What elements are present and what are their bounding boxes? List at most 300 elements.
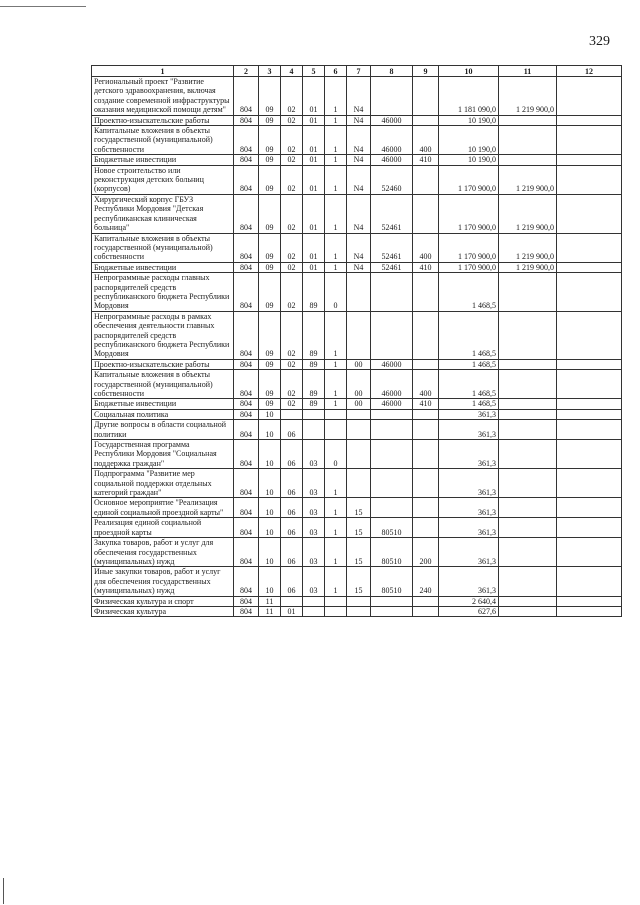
- table-row: [92, 233, 622, 262]
- cell-col-6: 1: [325, 311, 347, 359]
- cell-col-5: 01: [303, 194, 325, 233]
- cell-col-11: 1 219 900,0: [499, 194, 557, 233]
- cell-col-7: N4: [347, 262, 371, 272]
- cell-col-2: 804: [234, 77, 259, 116]
- cell-col-8: 46000: [371, 370, 413, 399]
- cell-col-7: N4: [347, 77, 371, 116]
- cell-col-8: 80510: [371, 538, 413, 567]
- cell-col-4: 06: [281, 567, 303, 596]
- cell-col-3: 09: [259, 262, 281, 272]
- cell-col-9: [413, 469, 439, 498]
- cell-col-12: [557, 311, 622, 359]
- cell-col-12: [557, 262, 622, 272]
- cell-col-5: 01: [303, 262, 325, 272]
- cell-col-3: 10: [259, 538, 281, 567]
- cell-col-5: 01: [303, 126, 325, 155]
- cell-col-7: 00: [347, 399, 371, 409]
- cell-col-5: 03: [303, 518, 325, 538]
- cell-col-7: [347, 606, 371, 616]
- cell-col-3: 09: [259, 77, 281, 116]
- cell-col-2: 804: [234, 273, 259, 312]
- table-row: [92, 155, 622, 165]
- cell-col-6: 1: [325, 359, 347, 369]
- cell-col-7: 15: [347, 518, 371, 538]
- cell-col-6: 1: [325, 399, 347, 409]
- cell-col-10: 361,3: [439, 440, 499, 469]
- row-name-cell: Закупка товаров, работ и услуг для обеспечения государственных (муниципальных) нужд: [92, 538, 234, 567]
- cell-col-3: 10: [259, 518, 281, 538]
- cell-col-9: 240: [413, 567, 439, 596]
- cell-col-10: 361,3: [439, 538, 499, 567]
- cell-col-6: [325, 409, 347, 419]
- cell-col-11: [499, 399, 557, 409]
- table-row: [92, 538, 622, 567]
- cell-col-3: 10: [259, 469, 281, 498]
- cell-col-11: [499, 567, 557, 596]
- cell-col-4: 06: [281, 538, 303, 567]
- table-row: [92, 596, 622, 606]
- row-name-cell: Региональный проект "Развитие детского здравоохранения, включая создание современной инфраструктуры оказания медицинской помощи детям": [92, 77, 234, 116]
- cell-col-4: [281, 409, 303, 419]
- cell-col-8: [371, 409, 413, 419]
- row-name-cell: Иные закупки товаров, работ и услуг для обеспечения государственных (муниципальных) нужд: [92, 567, 234, 596]
- cell-col-8: [371, 311, 413, 359]
- cell-col-6: 1: [325, 498, 347, 518]
- cell-col-3: 09: [259, 233, 281, 262]
- cell-col-10: 1 468,5: [439, 359, 499, 369]
- cell-col-12: [557, 194, 622, 233]
- cell-col-11: [499, 115, 557, 125]
- cell-col-6: 1: [325, 233, 347, 262]
- cell-col-4: 02: [281, 126, 303, 155]
- cell-col-10: 361,3: [439, 498, 499, 518]
- cell-col-5: 03: [303, 440, 325, 469]
- cell-col-11: 1 219 900,0: [499, 233, 557, 262]
- cell-col-12: [557, 567, 622, 596]
- cell-col-6: 1: [325, 262, 347, 272]
- cell-col-4: 02: [281, 370, 303, 399]
- cell-col-7: [347, 440, 371, 469]
- cell-col-6: 1: [325, 194, 347, 233]
- cell-col-12: [557, 409, 622, 419]
- table-row: [92, 311, 622, 359]
- cell-col-2: 804: [234, 399, 259, 409]
- row-name-cell: Другие вопросы в области социальной политики: [92, 420, 234, 440]
- cell-col-3: 11: [259, 606, 281, 616]
- cell-col-5: 01: [303, 115, 325, 125]
- cell-col-4: 02: [281, 359, 303, 369]
- cell-col-2: 804: [234, 262, 259, 272]
- cell-col-3: 09: [259, 115, 281, 125]
- cell-col-2: 804: [234, 440, 259, 469]
- cell-col-10: 361,3: [439, 409, 499, 419]
- cell-col-2: 804: [234, 233, 259, 262]
- column-header: 4: [281, 66, 303, 77]
- cell-col-6: [325, 420, 347, 440]
- row-name-cell: Капитальные вложения в объекты государственной (муниципальной) собственности: [92, 370, 234, 399]
- cell-col-4: 02: [281, 273, 303, 312]
- cell-col-12: [557, 126, 622, 155]
- cell-col-7: N4: [347, 194, 371, 233]
- cell-col-7: N4: [347, 155, 371, 165]
- cell-col-10: 1 170 900,0: [439, 233, 499, 262]
- cell-col-10: 361,3: [439, 420, 499, 440]
- cell-col-5: 03: [303, 567, 325, 596]
- cell-col-3: 09: [259, 165, 281, 194]
- cell-col-8: [371, 420, 413, 440]
- cell-col-12: [557, 115, 622, 125]
- cell-col-4: 02: [281, 311, 303, 359]
- cell-col-5: 89: [303, 311, 325, 359]
- cell-col-2: 804: [234, 469, 259, 498]
- cell-col-6: 0: [325, 440, 347, 469]
- table-row: [92, 273, 622, 312]
- cell-col-10: 2 640,4: [439, 596, 499, 606]
- cell-col-10: 1 181 090,0: [439, 77, 499, 116]
- cell-col-5: 03: [303, 538, 325, 567]
- cell-col-8: [371, 77, 413, 116]
- cell-col-7: N4: [347, 233, 371, 262]
- cell-col-6: 1: [325, 538, 347, 567]
- cell-col-4: 02: [281, 165, 303, 194]
- cell-col-9: 410: [413, 399, 439, 409]
- cell-col-2: 804: [234, 165, 259, 194]
- cell-col-12: [557, 518, 622, 538]
- cell-col-3: 10: [259, 420, 281, 440]
- cell-col-11: [499, 311, 557, 359]
- cell-col-12: [557, 399, 622, 409]
- cell-col-6: [325, 596, 347, 606]
- cell-col-9: [413, 440, 439, 469]
- cell-col-5: 03: [303, 469, 325, 498]
- cell-col-2: 804: [234, 359, 259, 369]
- cell-col-7: [347, 273, 371, 312]
- cell-col-8: 80510: [371, 567, 413, 596]
- column-header: 3: [259, 66, 281, 77]
- cell-col-5: 01: [303, 77, 325, 116]
- cell-col-11: [499, 370, 557, 399]
- cell-col-11: 1 219 900,0: [499, 165, 557, 194]
- cell-col-2: 804: [234, 420, 259, 440]
- row-name-cell: Проектно-изыскательские работы: [92, 359, 234, 369]
- cell-col-12: [557, 370, 622, 399]
- cell-col-5: 89: [303, 273, 325, 312]
- cell-col-9: [413, 359, 439, 369]
- table-row: [92, 370, 622, 399]
- cell-col-3: 09: [259, 273, 281, 312]
- cell-col-10: 1 468,5: [439, 399, 499, 409]
- column-header: 7: [347, 66, 371, 77]
- cell-col-8: 46000: [371, 126, 413, 155]
- cell-col-8: [371, 469, 413, 498]
- cell-col-6: 1: [325, 469, 347, 498]
- cell-col-4: 06: [281, 440, 303, 469]
- cell-col-4: 06: [281, 498, 303, 518]
- cell-col-9: [413, 596, 439, 606]
- cell-col-2: 804: [234, 538, 259, 567]
- row-name-cell: Проектно-изыскательские работы: [92, 115, 234, 125]
- cell-col-3: 09: [259, 311, 281, 359]
- cell-col-2: 804: [234, 606, 259, 616]
- cell-col-3: 10: [259, 498, 281, 518]
- table-body: [92, 77, 622, 617]
- cell-col-11: [499, 126, 557, 155]
- cell-col-9: 400: [413, 233, 439, 262]
- cell-col-4: 02: [281, 155, 303, 165]
- cell-col-9: 200: [413, 538, 439, 567]
- cell-col-8: [371, 498, 413, 518]
- cell-col-5: 89: [303, 399, 325, 409]
- cell-col-2: 804: [234, 596, 259, 606]
- cell-col-9: [413, 165, 439, 194]
- cell-col-7: 15: [347, 538, 371, 567]
- cell-col-10: 1 468,5: [439, 370, 499, 399]
- cell-col-6: [325, 606, 347, 616]
- cell-col-9: [413, 518, 439, 538]
- cell-col-3: 09: [259, 370, 281, 399]
- cell-col-8: [371, 440, 413, 469]
- cell-col-5: [303, 409, 325, 419]
- cell-col-9: [413, 115, 439, 125]
- cell-col-12: [557, 77, 622, 116]
- cell-col-7: [347, 469, 371, 498]
- table-row: [92, 194, 622, 233]
- cell-col-2: 804: [234, 126, 259, 155]
- cell-col-5: [303, 420, 325, 440]
- cell-col-9: 400: [413, 370, 439, 399]
- row-name-cell: Подпрограмма "Развитие мер социальной поддержки отдельных категорий граждан": [92, 469, 234, 498]
- cell-col-9: 400: [413, 126, 439, 155]
- cell-col-3: 09: [259, 399, 281, 409]
- cell-col-8: 52460: [371, 165, 413, 194]
- row-name-cell: Бюджетные инвестиции: [92, 262, 234, 272]
- cell-col-2: 804: [234, 498, 259, 518]
- cell-col-8: 46000: [371, 399, 413, 409]
- cell-col-2: 804: [234, 567, 259, 596]
- cell-col-5: 01: [303, 165, 325, 194]
- cell-col-7: 00: [347, 359, 371, 369]
- cell-col-2: 804: [234, 194, 259, 233]
- table-row: [92, 409, 622, 419]
- cell-col-11: 1 219 900,0: [499, 77, 557, 116]
- table-row: [92, 126, 622, 155]
- cell-col-9: 410: [413, 155, 439, 165]
- cell-col-4: 02: [281, 194, 303, 233]
- cell-col-11: [499, 469, 557, 498]
- cell-col-10: 10 190,0: [439, 155, 499, 165]
- cell-col-12: [557, 273, 622, 312]
- cell-col-4: 06: [281, 469, 303, 498]
- cell-col-3: 10: [259, 567, 281, 596]
- row-name-cell: Бюджетные инвестиции: [92, 155, 234, 165]
- table-row: [92, 518, 622, 538]
- cell-col-8: 52461: [371, 233, 413, 262]
- cell-col-8: [371, 273, 413, 312]
- cell-col-10: 627,6: [439, 606, 499, 616]
- table-row: [92, 165, 622, 194]
- column-header: 8: [371, 66, 413, 77]
- row-name-cell: Государственная программа Республики Мордовия "Социальная поддержка граждан": [92, 440, 234, 469]
- cell-col-8: [371, 596, 413, 606]
- cell-col-3: 11: [259, 596, 281, 606]
- cell-col-12: [557, 440, 622, 469]
- cell-col-12: [557, 606, 622, 616]
- cell-col-3: 10: [259, 440, 281, 469]
- cell-col-4: 06: [281, 420, 303, 440]
- row-name-cell: Основное мероприятие "Реализация единой социальной проездной карты": [92, 498, 234, 518]
- cell-col-6: 1: [325, 115, 347, 125]
- cell-col-11: [499, 359, 557, 369]
- cell-col-10: 361,3: [439, 469, 499, 498]
- cell-col-9: [413, 606, 439, 616]
- cell-col-11: [499, 538, 557, 567]
- cell-col-10: 1 170 900,0: [439, 165, 499, 194]
- cell-col-12: [557, 359, 622, 369]
- cell-col-8: 46000: [371, 115, 413, 125]
- cell-col-9: [413, 420, 439, 440]
- cell-col-7: 00: [347, 370, 371, 399]
- cell-col-2: 804: [234, 155, 259, 165]
- cell-col-4: 02: [281, 233, 303, 262]
- cell-col-9: [413, 77, 439, 116]
- cell-col-6: 1: [325, 165, 347, 194]
- cell-col-9: [413, 409, 439, 419]
- row-name-cell: Физическая культура: [92, 606, 234, 616]
- cell-col-12: [557, 596, 622, 606]
- cell-col-7: [347, 409, 371, 419]
- cell-col-6: 1: [325, 155, 347, 165]
- cell-col-12: [557, 469, 622, 498]
- cell-col-5: 01: [303, 233, 325, 262]
- row-name-cell: Непрограммные расходы главных распорядителей средств республиканского бюджета Республики Мордовия: [92, 273, 234, 312]
- cell-col-4: 02: [281, 399, 303, 409]
- cell-col-3: 10: [259, 409, 281, 419]
- scan-edge-line: [0, 6, 86, 7]
- cell-col-10: 361,3: [439, 518, 499, 538]
- cell-col-4: 02: [281, 77, 303, 116]
- cell-col-7: 15: [347, 498, 371, 518]
- cell-col-5: 03: [303, 498, 325, 518]
- cell-col-9: 410: [413, 262, 439, 272]
- table-row: [92, 262, 622, 272]
- table-row: [92, 359, 622, 369]
- budget-table: [91, 65, 622, 617]
- cell-col-12: [557, 165, 622, 194]
- table-row: [92, 420, 622, 440]
- cell-col-9: [413, 273, 439, 312]
- cell-col-2: 804: [234, 370, 259, 399]
- table-row: [92, 115, 622, 125]
- cell-col-11: [499, 518, 557, 538]
- cell-col-12: [557, 233, 622, 262]
- cell-col-6: 1: [325, 567, 347, 596]
- cell-col-10: 10 190,0: [439, 115, 499, 125]
- row-name-cell: Капитальные вложения в объекты государственной (муниципальной) собственности: [92, 233, 234, 262]
- cell-col-7: [347, 311, 371, 359]
- cell-col-11: [499, 273, 557, 312]
- cell-col-12: [557, 538, 622, 567]
- cell-col-6: 1: [325, 518, 347, 538]
- cell-col-9: [413, 311, 439, 359]
- cell-col-10: 1 468,5: [439, 273, 499, 312]
- table-row: [92, 399, 622, 409]
- cell-col-2: 804: [234, 311, 259, 359]
- row-name-cell: Социальная политика: [92, 409, 234, 419]
- scan-edge-line-left: [3, 878, 4, 904]
- row-name-cell: Реализация единой социальной проездной карты: [92, 518, 234, 538]
- row-name-cell: Бюджетные инвестиции: [92, 399, 234, 409]
- cell-col-4: 01: [281, 606, 303, 616]
- cell-col-8: 80510: [371, 518, 413, 538]
- cell-col-4: [281, 596, 303, 606]
- cell-col-11: 1 219 900,0: [499, 262, 557, 272]
- cell-col-11: [499, 155, 557, 165]
- cell-col-3: 09: [259, 194, 281, 233]
- cell-col-9: [413, 194, 439, 233]
- cell-col-7: [347, 596, 371, 606]
- cell-col-10: 1 170 900,0: [439, 262, 499, 272]
- page-number: 329: [589, 34, 610, 49]
- row-name-cell: Капитальные вложения в объекты государственной (муниципальной) собственности: [92, 126, 234, 155]
- cell-col-4: 02: [281, 115, 303, 125]
- column-header: 11: [499, 66, 557, 77]
- cell-col-12: [557, 420, 622, 440]
- cell-col-11: [499, 409, 557, 419]
- cell-col-11: [499, 606, 557, 616]
- cell-col-5: 01: [303, 155, 325, 165]
- column-header: 1: [92, 66, 234, 77]
- cell-col-7: N4: [347, 115, 371, 125]
- cell-col-5: [303, 606, 325, 616]
- table-row: [92, 440, 622, 469]
- cell-col-3: 09: [259, 126, 281, 155]
- cell-col-12: [557, 155, 622, 165]
- table-row: [92, 567, 622, 596]
- row-name-cell: Непрограммные расходы в рамках обеспечения деятельности главных распорядителей средств республиканского бюджета Республики Мордовия: [92, 311, 234, 359]
- cell-col-10: 1 170 900,0: [439, 194, 499, 233]
- cell-col-5: 89: [303, 370, 325, 399]
- cell-col-11: [499, 420, 557, 440]
- cell-col-7: [347, 420, 371, 440]
- cell-col-2: 804: [234, 115, 259, 125]
- cell-col-5: 89: [303, 359, 325, 369]
- table-header-row: [92, 66, 622, 77]
- row-name-cell: Физическая культура и спорт: [92, 596, 234, 606]
- cell-col-2: 804: [234, 409, 259, 419]
- cell-col-2: 804: [234, 518, 259, 538]
- row-name-cell: Хирургический корпус ГБУЗ Республики Мордовия "Детская республиканская клиническая больница": [92, 194, 234, 233]
- column-header: 2: [234, 66, 259, 77]
- cell-col-4: 06: [281, 518, 303, 538]
- cell-col-12: [557, 498, 622, 518]
- cell-col-6: 1: [325, 77, 347, 116]
- column-header: 10: [439, 66, 499, 77]
- cell-col-8: [371, 606, 413, 616]
- cell-col-8: 46000: [371, 359, 413, 369]
- cell-col-4: 02: [281, 262, 303, 272]
- cell-col-6: 0: [325, 273, 347, 312]
- cell-col-11: [499, 440, 557, 469]
- cell-col-10: 361,3: [439, 567, 499, 596]
- cell-col-6: 1: [325, 126, 347, 155]
- row-name-cell: Новое строительство или реконструкция детских больниц (корпусов): [92, 165, 234, 194]
- cell-col-6: 1: [325, 370, 347, 399]
- column-header: 5: [303, 66, 325, 77]
- cell-col-7: N4: [347, 126, 371, 155]
- column-header: 9: [413, 66, 439, 77]
- cell-col-3: 09: [259, 359, 281, 369]
- cell-col-10: 1 468,5: [439, 311, 499, 359]
